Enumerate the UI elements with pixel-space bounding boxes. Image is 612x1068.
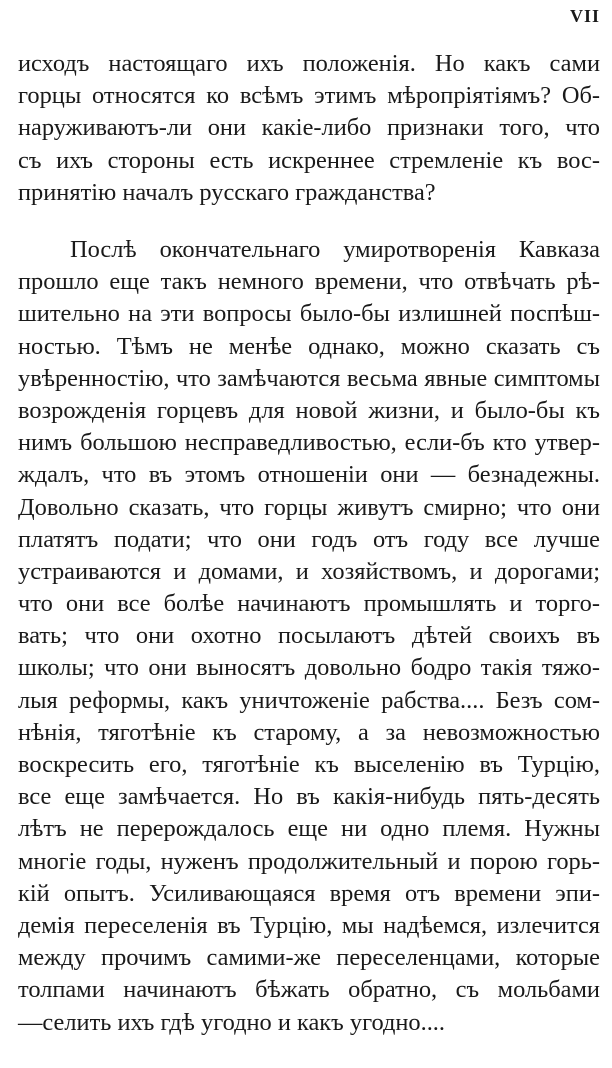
text-line: что они все болѣе начинаютъ промышлять и торго- — [18, 590, 600, 618]
text-line: ностью. Тѣмъ не менѣе однако, можно сказать съ — [18, 332, 600, 360]
paragraph-2 — [18, 234, 600, 1039]
text-line: Довольно сказать, что горцы живутъ смирно; что они — [18, 493, 600, 521]
text-line: лѣтъ не перерождалось еще ни одно племя. Нужны — [18, 815, 600, 843]
text-line: школы; что они выносятъ довольно бодро такія тяжо- — [18, 654, 600, 682]
text-line: шительно на эти вопросы было-бы излишней поспѣш- — [18, 300, 600, 328]
text-line: исходъ настоящаго ихъ положенія. Но какъ сами — [18, 50, 600, 77]
text-line: между прочимъ самими-же переселенцами, которые — [18, 944, 600, 972]
text-line: горцы относятся ко всѣмъ этимъ мѣропріятіямъ? Об- — [18, 82, 600, 110]
text-line: многіе годы, нуженъ продолжительный и порою горь- — [18, 847, 600, 875]
text-line: ждалъ, что въ этомъ отношеніи они — безнадежны. — [18, 461, 600, 489]
text-line: кій опытъ. Усиливающаяся время отъ времени эпи- — [18, 879, 600, 907]
text-line: нимъ большою несправедливостью, если-бъ кто утвер- — [18, 429, 600, 457]
text-line: возрожденія горцевъ для новой жизни, и было-бы къ — [18, 396, 600, 424]
text-line: демія переселенія въ Турцію, мы надѣемся, излечится — [18, 911, 600, 939]
text-line: прошло еще такъ немного времени, что отвѣчать рѣ- — [18, 268, 600, 296]
text-line: устраиваются и домами, и хозяйствомъ, и дорогами; — [18, 557, 600, 585]
text-line: наруживаютъ-ли они какіе-либо признаки того, что — [18, 114, 600, 142]
text-line: все еще замѣчается. Но въ какія-нибудь пять-десять — [18, 783, 600, 811]
text-line: —селить ихъ гдѣ угодно и какъ угодно.... — [18, 1008, 446, 1036]
paragraph-1 — [18, 48, 600, 209]
text-line: нѣнія, тяготѣніе къ старому, а за невозможностью — [18, 718, 600, 746]
text-line: лыя реформы, какъ уничтоженіе рабства.... Безъ сом- — [18, 686, 600, 714]
text-line: принятію началъ русскаго гражданства? — [18, 178, 436, 206]
text-line: увѣренностію, что замѣчаются весьма явные симптомы — [18, 364, 600, 392]
text-line: толпами начинаютъ бѣжать обратно, съ мольбами — [18, 976, 600, 1004]
page-number: VII — [569, 6, 600, 26]
text-line: платятъ подати; что они годъ отъ году все лучше — [18, 525, 600, 553]
text-line: Послѣ окончательнаго умиротворенія Кавказа — [70, 236, 600, 263]
text-line: воскресить его, тяготѣніе къ выселенію въ Турцію, — [18, 751, 600, 778]
text-line: съ ихъ стороны есть искреннее стремленіе къ вос- — [18, 146, 600, 174]
text-line: вать; что они охотно посылаютъ дѣтей своихъ въ — [18, 622, 600, 650]
